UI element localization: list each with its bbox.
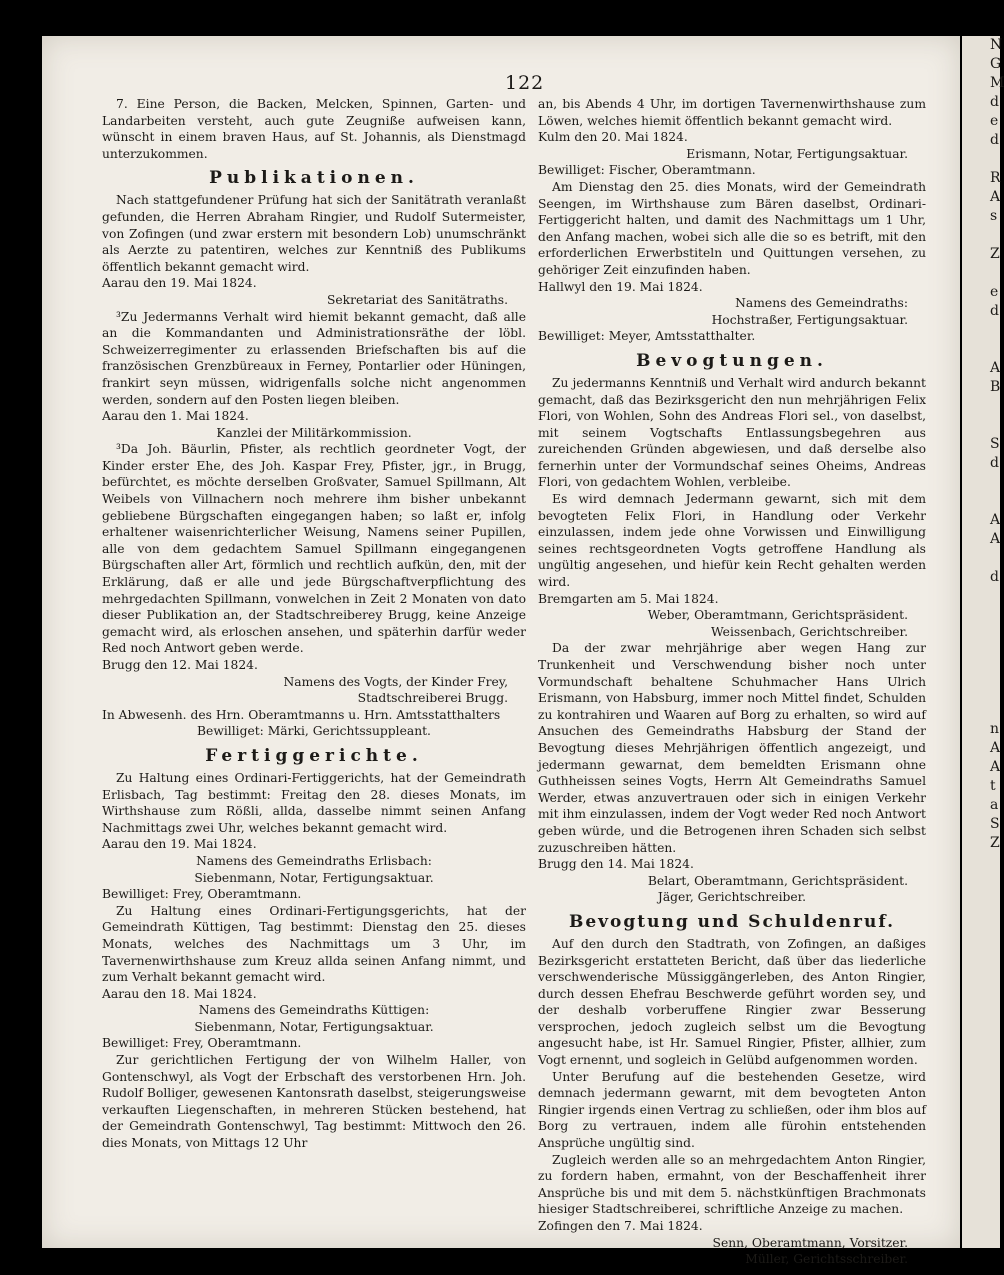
- schuldenruf-paragraph: Zugleich werden alle so an mehrgedachtem Anton Ringier, zu fordern haben, ermahnt, von der Beschaffenheit ihrer Ansprüche bis und mit dem 5. nächstkünftigen Brachmonats hiesiger Stadtschreiberei, schriftliche Anzeige zu machen.: [538, 1152, 926, 1217]
- right-column: [538, 96, 926, 1268]
- fertiggericht-signature: Namens des Gemeindraths Erlisbach:: [196, 853, 432, 868]
- heading-publikationen: Publikationen.: [209, 168, 419, 189]
- fertiggericht-approval: Bewilliget: Frey, Oberamtmann.: [102, 887, 302, 902]
- heading-bevogtungen: Bevogtungen.: [636, 350, 828, 371]
- edge-letter: A: [990, 189, 1001, 205]
- bevogtung-paragraph: Es wird demnach Jedermann gewarnt, sich mit dem bevogteten Felix Flori, in Handlung oder Verkehr einzulassen, indem jede ohne Vorwissen und Einwilligung seines rechtsgeordneten Vogts getroffene Handlung als ungültig angesehen, und hiefür kein Recht gehalten werden wird.: [538, 492, 926, 590]
- edge-letter: [962, 492, 1000, 511]
- edge-letter: d: [990, 132, 999, 148]
- edge-letter: [962, 625, 1000, 644]
- edge-letter: [962, 397, 1000, 416]
- edge-letter: e: [990, 113, 999, 129]
- edge-letter: d: [990, 569, 999, 585]
- fertiggericht-date: Hallwyl den 19. Mai 1824.: [538, 279, 703, 294]
- edge-letter: A: [990, 512, 1001, 528]
- edge-letter: [962, 644, 1000, 663]
- edge-letter: s: [990, 208, 998, 224]
- edge-letter: [962, 473, 1000, 492]
- page-number: 122: [505, 72, 545, 94]
- schuldenruf-signature: Müller, Gerichtsschreiber.: [745, 1252, 908, 1267]
- edge-letter: e: [990, 284, 999, 300]
- edge-letter: N: [990, 37, 1003, 53]
- edge-letter: d: [990, 303, 999, 319]
- edge-letter: Z: [990, 835, 1000, 851]
- publication-signature: Stadtschreiberei Brugg.: [357, 691, 508, 706]
- edge-letter: [962, 340, 1000, 359]
- publication-paragraph: Nach stattgefundener Prüfung hat sich der Sanitätrath veranlaßt gefunden, die Herren Abraham Ringier, und Rudolf Sutermeister, von Zofingen (und zwar erstern mit besondern Lob) unumschränkt als Aerzte zu patentiren, welches zur Kenntniß des Publikums öffentlich bekannt gemacht wird.: [102, 193, 526, 274]
- fertiggericht-approval: Bewilliget: Fischer, Oberamtmann.: [538, 163, 756, 178]
- edge-letter: A: [990, 531, 1001, 547]
- publication-signature: Sekretariat des Sanitätraths.: [326, 292, 508, 307]
- fertiggericht-paragraph: Zu Haltung eines Ordinari-Fertigungsgerichts, hat der Gemeindrath Küttigen, Tag bestimmt: Dienstag den 25. dieses Monats, welches des Nachmittags um 3 Uhr, im Tavernenwirthshause zum Kreuz allda seinen Anfang nimmt, und zum Verhalt bekannt gemacht wird.: [102, 903, 526, 985]
- edge-letter: [962, 549, 1000, 568]
- bevogtung-signature: Belart, Oberamtmann, Gerichtspräsident.: [647, 873, 908, 888]
- publication-paragraph: ³Da Joh. Bäurlin, Pfister, als rechtlich geordneter Vogt, der Kinder erster Ehe, des Joh. Kaspar Frey, Pfister, jgr., in Brugg, befürchtet, es möchte derselben Großvater, Samuel Spillmann, Alt Weibels von Villnachern noch mehrere ihm bisher unbekannt gebliebene Bürgschaften eingegangen haben; so laßt er, infolg erhaltener waisenrichterlicher Weisung, Namens seiner Pupillen, alle von dem gedachtem Samuel Spillmann eingegangenen Bürgschaften aller Art, förmlich und rechtlich aufkün, den, mit der Erklärung, daß er alle und jede Bürgschaftverpflichtung des mehrgedachten Spillmann, vonwelchen in Zeit 2 Monaten von dato dieser Publikation an, der Stadtschreiberey Brugg, keine Anzeige gemacht wird, als erloschen ansehen, und späterhin darfür weder Red noch Antwort geben werde.: [102, 442, 526, 656]
- edge-letter: [962, 682, 1000, 701]
- fertiggericht-signature: Siebenmann, Notar, Fertigungsaktuar.: [194, 1019, 434, 1034]
- bevogtung-paragraph: Da der zwar mehrjährige aber wegen Hang zur Trunkenheit und Verschwendung bisher noch unter Vormundschaft behaltene Schuhmacher Hans Ulrich Erismann, von Habsburg, immer noch Mittel findet, Schulden zu kontrahiren und Waaren auf Borg zu erhalten, so wird auf Ansuchen des Gemeindraths Habsburg der Stand der Bevogtung dieses Mehrjährigen öffentlich angezeigt, und jedermann gewarnat, dem bemeldten Erismann ohne Guthheissen seines Vogts, Herrn Alt Gemeindraths Samuel Werder, etwas anzuvertrauen oder sich in einigen Verkehr mit ihm einzulassen, indem der Vogt weder Red noch Antwort geben würde, und die Betrogenen ihren Schaden sich selbst zuzuschreiben hätten.: [538, 641, 926, 855]
- fertiggericht-approval: Bewilliget: Meyer, Amtsstatthalter.: [538, 329, 756, 344]
- bevogtung-paragraph: Zu jedermanns Kenntniß und Verhalt wird andurch bekannt gemacht, daß das Bezirksgericht den nun mehrjährigen Felix Flori, von Wohlen, Sohn des Andreas Flori sel., von daselbst, mit seinem Vogtschafts Entlassungsbegehren aus zureichenden Gründen abgewiesen, und daß derselbe also fernerhin unter der Vormundschaf seines Oheims, Andreas Flori, von gedachtem Wohlen, verbleibe.: [538, 375, 926, 490]
- fertiggericht-paragraph: Am Dienstag den 25. dies Monats, wird der Gemeindrath Seengen, im Wirthshause zum Bären daselbst, Ordinari-Fertiggericht halten, und damit des Nachmittags um 1 Uhr, den Anfang machen, wobei sich alle die so es betrift, mit den erforderlichen Erwerbstiteln und Quittungen versehen, zu gehöriger Zeit einzufinden haben.: [538, 179, 926, 277]
- fertiggericht-date: Kulm den 20. Mai 1824.: [538, 130, 688, 145]
- edge-letter: [962, 416, 1000, 435]
- edge-letter: n: [990, 721, 1000, 737]
- edge-letter: M: [990, 75, 1004, 91]
- fertiggericht-paragraph: Zur gerichtlichen Fertigung der von Wilhelm Haller, von Gontenschwyl, als Vogt der Erbschaft des verstorbenen Hrn. Joh. Rudolf Bolliger, gewesenen Kantonsrath daselbst, steigerungsweise verkauften Liegenschaften, in mehreren Stücken bestehend, hat der Gemeindrath Gontenschwyl, Tag bestimmt: Mittwoch den 26. dies Monats, von Mittags 12 Uhr: [102, 1053, 526, 1151]
- fertiggericht-signature: Erismann, Notar, Fertigungsaktuar.: [686, 146, 908, 161]
- publication-signature: Kanzlei der Militärkommission.: [216, 425, 412, 440]
- publication-date: Aarau den 19. Mai 1824.: [102, 276, 257, 291]
- edge-letter: S: [990, 816, 1000, 832]
- continued-paragraph: an, bis Abends 4 Uhr, im dortigen Tavernenwirthshause zum Löwen, welches hiemit öffentlich bekannt gemacht wird.: [538, 97, 926, 128]
- bevogtung-date: Brugg den 14. Mai 1824.: [538, 857, 694, 872]
- edge-letter: R: [990, 170, 1001, 186]
- edge-letter: [962, 663, 1000, 682]
- publication-date: Brugg den 12. Mai 1824.: [102, 658, 258, 672]
- edge-letter: A: [990, 360, 1001, 376]
- publication-signature: Namens des Vogts, der Kinder Frey,: [283, 674, 508, 689]
- edge-letter: A: [990, 759, 1001, 775]
- adjacent-page-edge: [962, 36, 1004, 1248]
- edge-letter: [962, 321, 1000, 340]
- ad-paragraph: 7. Eine Person, die Backen, Melcken, Spinnen, Garten- und Landarbeiten versteht, auch gute Zeugniße aufweisen kann, wünscht in einem braven Haus, auf St. Johannis, als Dienstmagd unterzukommen.: [102, 97, 526, 161]
- fertiggericht-date: Aarau den 19. Mai 1824.: [102, 837, 257, 852]
- fertiggericht-signature: Hochstraßer, Fertigungsaktuar.: [711, 312, 908, 327]
- edge-letter: d: [990, 455, 999, 471]
- publication-date: Aarau den 1. Mai 1824.: [102, 409, 249, 424]
- heading-bevogtung-schuldenruf: Bevogtung und Schuldenruf.: [568, 911, 895, 932]
- schuldenruf-date: Zofingen den 7. Mai 1824.: [538, 1219, 703, 1233]
- edge-letter: [962, 226, 1000, 245]
- heading-fertiggerichte: Fertiggerichte.: [205, 745, 423, 766]
- edge-letter: G: [990, 56, 1002, 72]
- fertiggericht-date: Aarau den 18. Mai 1824.: [102, 986, 257, 1001]
- fertiggericht-approval: Bewilliget: Frey, Oberamtmann.: [102, 1036, 302, 1051]
- edge-letter: A: [990, 740, 1001, 756]
- publication-paragraph: ³Zu Jedermanns Verhalt wird hiemit bekannt gemacht, daß alle an die Kommandanten und Administrationsräthe der löbl. Schweizerregimenter zu erlassenden Briefschaften bis auf die französischen Grenzbüreaux in Ferney, Pontarlier oder Hüningen, frankirt seyn müssen, widrigenfalls solche nicht angenommen werden, sondern auf den Posten liegen bleiben.: [102, 309, 526, 407]
- edge-letter: t: [990, 778, 996, 794]
- publication-signature: In Abwesenh. des Hrn. Oberamtmanns u. Hrn. Amtsstatthalters: [102, 707, 501, 722]
- fertiggericht-signature: Namens des Gemeindraths:: [735, 296, 908, 311]
- schuldenruf-paragraph: Unter Berufung auf die bestehenden Gesetze, wird demnach jedermann gewarnt, mit dem bevogteten Anton Ringier irgends einen Vertrag zu schließen, oder ihm blos auf Borg zu vertrauen, indem alle fürohin entstehenden Ansprüche ungültig sind.: [538, 1069, 926, 1151]
- edge-letter: d: [990, 94, 999, 110]
- schuldenruf-paragraph: Auf den durch den Stadtrath, von Zofingen, an daßiges Bezirksgericht erstatteten Bericht, daß über das liederliche verschwenderische Müssiggängerleben, des Anton Ringier, durch dessen Ehefrau Beschwerde geführt worden sey, und der deshalb vorberuffene Ringier zwar Besserung versprochen, jedoch zugleich selbst um die Bevogtung angesucht habe, ist Hr. Samuel Ringier, Pfister, allhier, zum Vogt ernennt, und sogleich in Gelübd aufgenommen worden.: [538, 936, 926, 1068]
- bevogtung-signature: Weissenbach, Gerichtschreiber.: [711, 624, 908, 639]
- fertiggericht-signature: Namens des Gemeindraths Küttigen:: [198, 1003, 430, 1018]
- schuldenruf-signature: Senn, Oberamtmann, Vorsitzer.: [712, 1235, 908, 1250]
- left-column: [102, 96, 526, 1152]
- edge-letter: Z: [990, 246, 1000, 262]
- edge-letter: a: [990, 797, 999, 813]
- fertiggericht-paragraph: Zu Haltung eines Ordinari-Fertiggerichts, hat der Gemeindrath Erlisbach, Tag bestimmt: Freitag den 28. dieses Monats, im Wirthshause zum Rößli, allda, dasselbe nimmt seinen Anfang Nachmittags zwei Uhr, welches bekannt gemacht wird.: [102, 770, 526, 835]
- edge-letter: [962, 587, 1000, 606]
- bevogtung-signature: Jäger, Gerichtschreiber.: [657, 890, 807, 905]
- edge-letter: [962, 606, 1000, 625]
- edge-letter: S: [990, 436, 1000, 452]
- bevogtung-date: Bremgarten am 5. Mai 1824.: [538, 591, 719, 606]
- edge-letter: [962, 150, 1000, 169]
- edge-letter: B: [990, 379, 1001, 395]
- fertiggericht-signature: Siebenmann, Notar, Fertigungsaktuar.: [194, 870, 434, 885]
- publication-signature: Bewilliget: Märki, Gerichtssuppleant.: [197, 724, 431, 739]
- edge-letter: [962, 701, 1000, 720]
- bevogtung-signature: Weber, Oberamtmann, Gerichtspräsident.: [647, 608, 908, 623]
- edge-letter: [962, 264, 1000, 283]
